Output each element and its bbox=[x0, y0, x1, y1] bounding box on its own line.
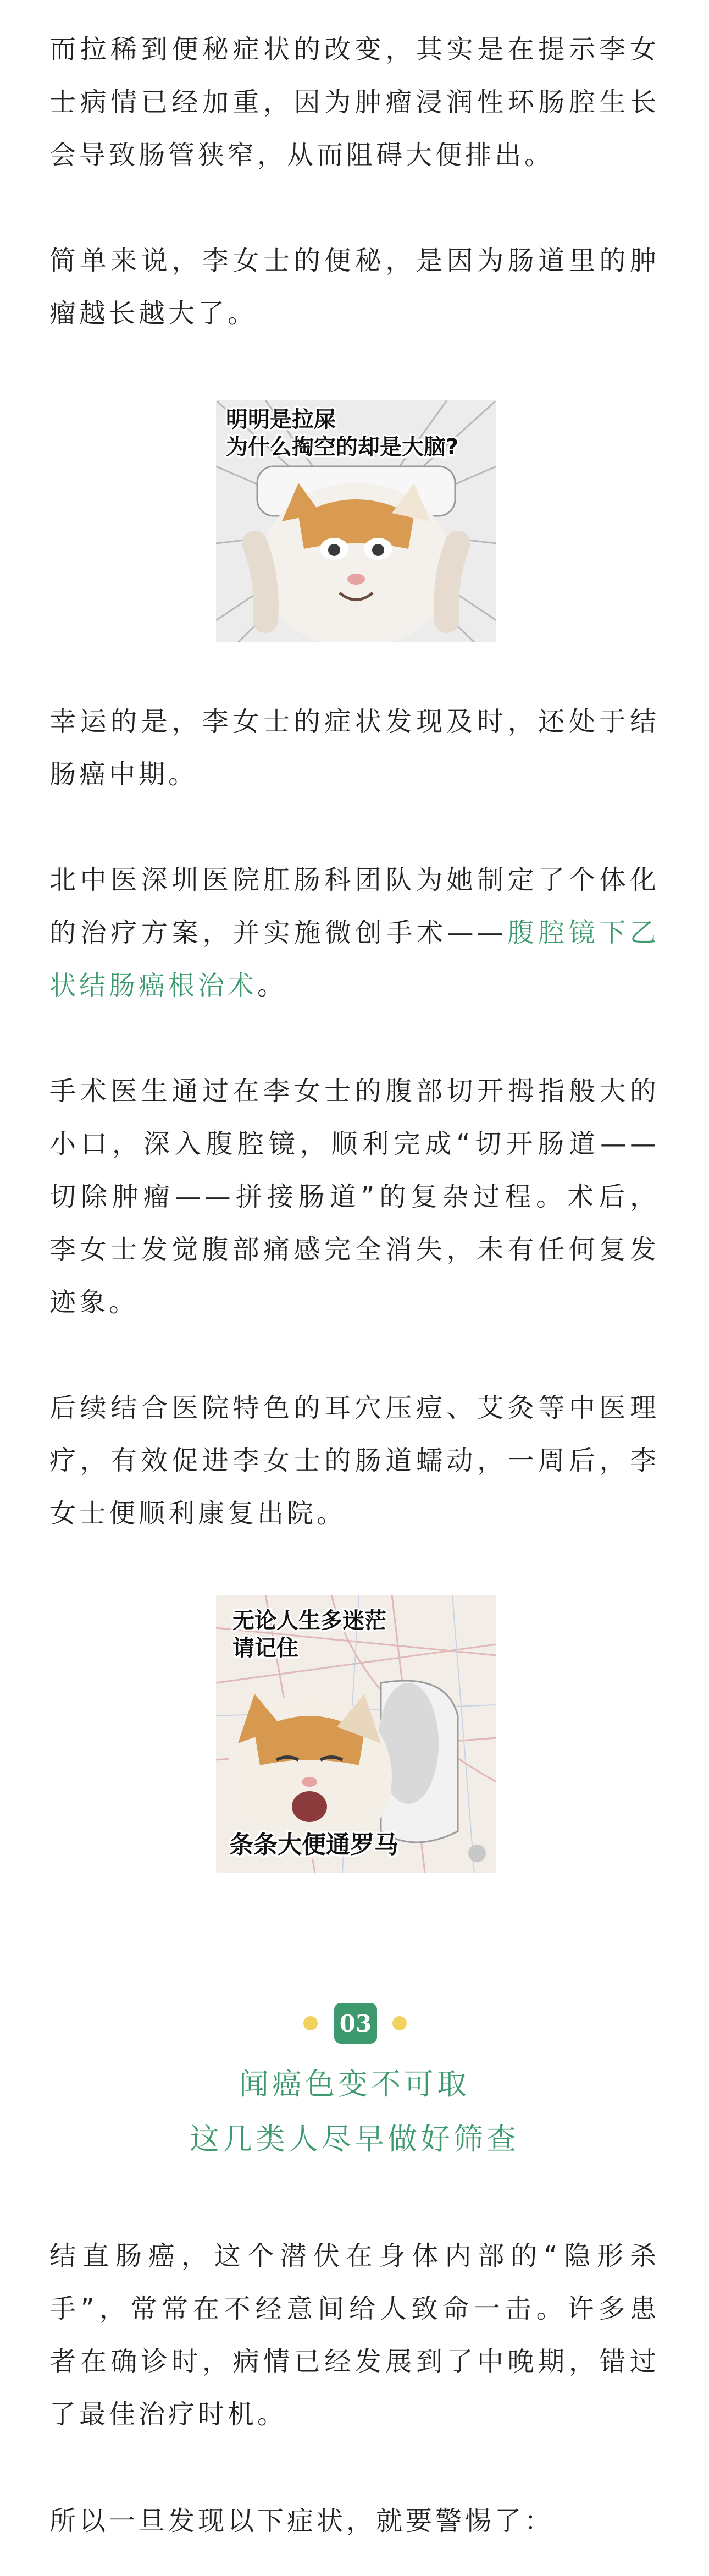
paragraph-lucky-early: 幸运的是，李女士的症状发现及时，还处于结肠癌中期。 bbox=[49, 706, 660, 790]
treatment-text: 北中医深圳医院肛肠科团队为她制定了个体化的治疗方案，并实施微创手术—— bbox=[49, 865, 660, 948]
paragraph-constipation-summary: 简单来说，李女士的便秘，是因为肠道里的肿瘤越长越大了。 bbox=[49, 245, 660, 329]
paragraph-recovery: 后续结合医院特色的耳穴压痘、艾灸等中医理疗，有效促进李女士的肠道蠕动，一周后，李女士便顺利康复出院。 bbox=[49, 1392, 660, 1529]
decorative-dot-right bbox=[392, 2016, 407, 2030]
decorative-dot-left bbox=[303, 2016, 318, 2030]
section-title-line1: 闻癌色变不可取 bbox=[239, 2067, 470, 2101]
paragraph-surgery-process: 手术医生通过在李女士的腹部切开拇指般大的小口，深入腹腔镜，顺利完成“切开肠道——切除肿瘤——拼接肠道”的复杂过程。术后，李女士发觉腹部痛感完全消失，未有任何复发迹象。 bbox=[49, 1076, 660, 1318]
meme-caption-line: 为什么掏空的却是大脑? bbox=[226, 434, 459, 460]
meme-image-toilet-cat bbox=[216, 400, 496, 642]
meme-caption-1 bbox=[226, 406, 458, 461]
section-title-line2: 这几类人尽早做好筛查 bbox=[190, 2122, 519, 2156]
section-number-badge: 03 bbox=[334, 2003, 377, 2044]
meme-caption-top bbox=[232, 1607, 386, 1662]
meme-image-crying-cat bbox=[216, 1595, 496, 1873]
paragraph-treatment-plan bbox=[49, 854, 660, 1012]
paragraph-warning-symptoms: 所以一旦发现以下症状，就要警惕了： bbox=[49, 2506, 555, 2536]
meme-caption-bottom: 条条大便通罗马 bbox=[229, 1831, 398, 1859]
meme-caption-line: 无论人生多迷茫 bbox=[232, 1608, 386, 1633]
treatment-text-end: 。 bbox=[257, 970, 287, 1001]
paragraph-colorectal-killer: 结直肠癌，这个潜伏在身体内部的“隐形杀手”，常常在不经意间给人致命一击。许多患者在确诊时，病情已经发展到了中晚期，错过了最佳治疗时机。 bbox=[49, 2241, 660, 2430]
meme-caption-line: 明明是拉屎 bbox=[226, 407, 336, 432]
meme-caption-line: 请记住 bbox=[232, 1636, 298, 1661]
paragraph-symptom-change: 而拉稀到便秘症状的改变，其实是在提示李女士病情已经加重，因为肿瘤浸润性环肠腔生长会导致肠管狭窄，从而阻碍大便排出。 bbox=[49, 34, 660, 170]
section-03-header bbox=[0, 2000, 709, 2171]
surgery-name-highlight: 腹腔镜下乙状结肠癌根治术 bbox=[49, 917, 660, 1001]
